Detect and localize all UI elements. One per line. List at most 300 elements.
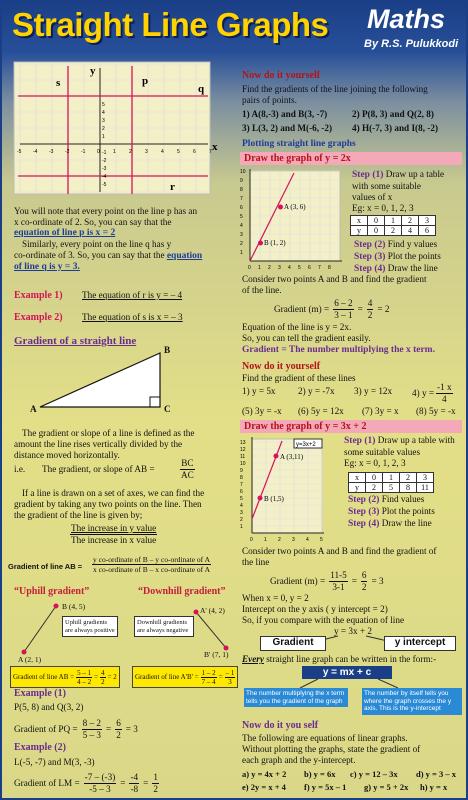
line-tag: y=3x+2 — [296, 442, 316, 448]
steps-1 — [352, 169, 444, 214]
eq-d: d) y = 3 – x — [416, 769, 457, 779]
gab-fraction — [92, 555, 211, 574]
result: = 2 — [377, 304, 390, 314]
gradient-label: Gradient (m) = — [274, 304, 330, 314]
tri-a: A — [30, 404, 37, 414]
label-p: p — [142, 75, 149, 87]
line-8: (8) 5y = -x — [416, 406, 456, 416]
arrow-c — [378, 679, 398, 688]
intercept-text — [242, 593, 404, 626]
frac-3 — [152, 772, 159, 795]
para-line: If a line is drawn on a set of axes, we can find the — [22, 488, 205, 498]
now-do-1: Now do it yourself — [242, 70, 321, 81]
y-tick-label: 10 — [240, 461, 246, 467]
now-do-2-text: Find the gradient of these lines — [242, 373, 356, 383]
every-text: straight line graph can be written in the form:- — [266, 654, 437, 664]
frac-num: 6 — [361, 570, 367, 580]
consider-1 — [242, 274, 427, 296]
y-tick-label: 6 — [240, 205, 243, 211]
step-label: Step (2) — [354, 240, 386, 250]
frac-den: x co-ordinate of B – x co-ordinate of A — [93, 565, 211, 574]
y-tick-label: 3 — [240, 510, 243, 516]
y-tick-label: 2 — [240, 241, 243, 247]
table-cell: 2 — [400, 473, 417, 483]
frac-num: -1 x — [437, 382, 452, 392]
x-tick-label: 7 — [209, 149, 212, 155]
gradient-up-box — [10, 666, 120, 688]
table-cell: 8 — [400, 483, 417, 493]
y-tick-label: 10 — [240, 169, 246, 175]
frac-1 — [76, 669, 92, 686]
point-b — [258, 241, 263, 246]
y-tick-label: -3 — [102, 166, 107, 172]
step-label: Step (4) — [354, 264, 386, 274]
frac-den: 5 – 3 — [82, 730, 101, 740]
uphill-note: Uphill gradients are always positive — [62, 616, 118, 637]
downhill-heading: “Downhill gradient” — [138, 586, 226, 597]
step-text: Draw the line — [381, 518, 432, 528]
equals: = — [218, 673, 223, 681]
x-tick-label: 4 — [306, 537, 309, 543]
table-cell: y — [349, 483, 366, 493]
table-cell: 2 — [402, 216, 419, 226]
steps-2b — [348, 494, 435, 530]
example-b-points: L(-5, -7) and M(3, -3) — [14, 757, 95, 767]
frac-den: -8 — [130, 784, 139, 794]
x-tick-label: -4 — [33, 149, 38, 155]
para-line: The gradient or slope of a line is defined as the — [22, 428, 195, 438]
values-table-2 — [348, 472, 434, 493]
y-tick-label: 1 — [102, 134, 105, 140]
coordinate-grid — [12, 60, 232, 200]
step-text: Find values — [381, 494, 425, 504]
label-y: y — [90, 65, 96, 77]
frac-den: 3 — [228, 677, 232, 686]
y-tick-label: 2 — [240, 517, 243, 523]
point-a — [278, 205, 283, 210]
eq-g: g) y = 5 + 2x — [364, 782, 409, 792]
para-line: of the line. — [242, 285, 282, 295]
y-tick-label: 9 — [240, 468, 243, 474]
frac-1 — [333, 298, 353, 321]
frac-num: y co-ordinate of B – y co-ordinate of A — [93, 555, 211, 564]
draw2-heading: Draw the graph of y = 3x + 2 — [244, 421, 367, 432]
gradient-calc-1 — [274, 298, 389, 321]
point-b — [54, 604, 59, 609]
x-tick-label: 5 — [320, 537, 323, 543]
table-row-x — [349, 473, 434, 483]
c-explanation: The number by itself tells you where the graph crosses the y axis. This is the y-intercept — [362, 688, 462, 715]
line-3: 3) y = 12x — [354, 386, 393, 396]
tri-c: C — [164, 404, 171, 414]
equals: = — [120, 778, 126, 788]
frac-den: 4 — [442, 394, 447, 404]
gradient-calc-2 — [270, 570, 384, 593]
gradient-label: Gradient of LM = — [14, 778, 80, 788]
frac-den: 3-1 — [332, 582, 345, 592]
step-text: Plot the points — [387, 251, 441, 261]
x-tick-label: 1 — [264, 537, 267, 543]
y-tick-label: 4 — [240, 503, 243, 509]
example2-text: The equation of s is x = – 3 — [82, 312, 183, 322]
up-b-label: B (4, 5) — [62, 602, 86, 611]
label-b: B (1, 2) — [264, 239, 286, 247]
step-label: Step (2) — [348, 495, 380, 505]
frac-2 — [225, 669, 236, 686]
frac-num: -4 — [130, 772, 139, 782]
x-tick-label: 7 — [318, 265, 321, 271]
para-line: You will note that every point on the line p has an — [14, 206, 198, 216]
frac-1 — [84, 772, 117, 795]
table-cell: 1 — [383, 473, 400, 483]
para-line: pairs of points. — [242, 95, 297, 105]
result: = 3 — [371, 576, 384, 586]
equation-display: y = 3x + 2 — [334, 626, 372, 636]
x-tick-label: 6 — [308, 265, 311, 271]
uphill-line — [24, 606, 56, 652]
table-cell: 0 — [366, 473, 383, 483]
label-s: s — [56, 77, 61, 89]
para-line: the gradient of the line is given by; — [14, 510, 143, 520]
pill-y-intercept: y intercept — [384, 636, 456, 651]
slope-ab-text: The gradient, or slope of AB = — [42, 464, 155, 474]
para-line: The following are equations of linear graphs. — [242, 733, 408, 743]
line-5: (5) 3y = -x — [242, 406, 282, 416]
now-do-3-text — [242, 733, 420, 766]
gab-label: Gradient of line AB = — [8, 562, 83, 571]
graph-y-2x — [238, 167, 348, 275]
step-text: with some suitable — [352, 181, 421, 191]
x-tick-label: 4 — [161, 149, 164, 155]
eq-e: e) 2y = x + 4 — [242, 782, 286, 792]
step-label: Step (3) — [354, 252, 386, 262]
line-1: 1) y = 5x — [242, 386, 276, 396]
para-line: the line — [242, 557, 270, 567]
subject-title: Maths — [367, 4, 446, 34]
x-tick-label: 1 — [113, 149, 116, 155]
downhill-line — [196, 612, 226, 648]
box-label: Gradient of line A'B' = — [135, 673, 199, 681]
frac-den: 2 — [367, 310, 373, 320]
x-tick-labels — [250, 537, 323, 543]
para-line: Equation of the line is y = 2x. — [242, 322, 352, 332]
result: = 3 — [125, 724, 138, 734]
x-tick-label: 3 — [145, 149, 148, 155]
frac-den: 3 – 1 — [334, 310, 353, 320]
para-line: distance moved horizontally. — [14, 450, 120, 460]
bc-ac-fraction — [180, 458, 195, 481]
equals: = — [106, 724, 112, 734]
result: = 2 — [107, 673, 117, 681]
example-a-heading: Example (1) — [14, 688, 66, 699]
frac-num: 4 — [101, 668, 105, 677]
table-cell: 1 — [385, 216, 402, 226]
x-tick-label: 3 — [278, 265, 281, 271]
y-tick-label: 8 — [240, 475, 243, 481]
table-row-y — [349, 483, 434, 493]
para-line: x co-ordinate of 2. So, you can say that the — [14, 217, 172, 227]
equation-p: equation of line p is x = 2 — [14, 228, 116, 238]
step-text: Plot the points — [381, 506, 435, 516]
frac-den: AC — [181, 470, 194, 480]
x-tick-label: 0 — [248, 265, 251, 271]
y-tick-label: -2 — [102, 158, 107, 164]
text-p-line — [14, 206, 202, 273]
para-line: So, if you compare with the equation of line — [242, 615, 405, 625]
step-text: values of x — [352, 192, 393, 202]
x-tick-label: 0 — [97, 149, 100, 155]
uphill-heading: “Uphill gradient” — [14, 586, 90, 597]
y-tick-label: 9 — [240, 178, 243, 184]
example2-label: Example 2) — [14, 312, 63, 323]
para-line: Similarly, every point on the line q has y — [22, 239, 172, 249]
para-line: Consider two points A and B and find the gradient of — [242, 546, 437, 556]
x-tick-label: 0 — [250, 537, 253, 543]
table-cell: 0 — [368, 226, 385, 236]
line-4-label: 4) y = — [412, 388, 435, 398]
eq-f: f) y = 5x – 1 — [304, 782, 347, 792]
y-tick-label: 12 — [240, 447, 246, 453]
frac-num: – 1 — [225, 668, 235, 677]
frac-num: 1 — [153, 772, 158, 782]
y-tick-label: 2 — [102, 126, 105, 132]
y-tick-label: -4 — [102, 174, 107, 180]
frac-2 — [129, 772, 139, 795]
x-tick-label: 2 — [278, 537, 281, 543]
x-tick-label: 2 — [268, 265, 271, 271]
x-tick-labels — [248, 265, 331, 271]
step-label: Step (1) — [352, 170, 384, 180]
line-2: 2) y = -7x — [298, 386, 335, 396]
y-tick-label: 3 — [240, 232, 243, 238]
x-tick-label: 6 — [193, 149, 196, 155]
y-tick-label: 5 — [240, 214, 243, 220]
x-tick-label: 4 — [288, 265, 291, 271]
y-tick-labels — [240, 440, 246, 530]
table-cell: 5 — [383, 483, 400, 493]
label-r: r — [170, 181, 175, 193]
y-tick-label: 5 — [102, 102, 105, 108]
frac-den: The increase in x value — [71, 535, 157, 545]
y-tick-label: -5 — [102, 182, 107, 188]
poster-title: Straight Line Graphs — [12, 6, 329, 43]
point-a — [274, 454, 279, 459]
para-line: Intercept on the y axis ( y intercept = 2) — [242, 604, 388, 614]
para-line: When x = 0, y = 2 — [242, 593, 309, 603]
point-b — [258, 496, 263, 501]
step-label: Step (1) — [344, 436, 376, 446]
example-b-heading: Example (2) — [14, 742, 66, 753]
step-text: Eg: x = 0, 1, 2, 3 — [352, 203, 414, 213]
table-cell: 3 — [419, 216, 436, 226]
equals: = — [94, 673, 99, 681]
frac-den: 7 – 4 — [201, 677, 216, 686]
frac-den: 4 – 2 — [77, 677, 92, 686]
gradient-down-box — [132, 666, 238, 688]
equation-text — [242, 322, 371, 344]
frac-num: 6 – 2 — [334, 298, 353, 308]
y-tick-label: 3 — [102, 118, 105, 124]
table-cell: 4 — [402, 226, 419, 236]
values-table-1 — [350, 215, 436, 236]
eq-b: b) y = 6x — [304, 769, 336, 779]
label-x: x — [212, 141, 218, 153]
line-4 — [412, 382, 453, 405]
eq-a: a) y = 4x + 2 — [242, 769, 287, 779]
frac-2 — [361, 570, 368, 593]
y-tick-labels — [240, 169, 246, 256]
frac-num: 1 – 2 — [201, 668, 216, 677]
eq-h: h) y = x — [420, 782, 448, 792]
q2: 2) P(8, 3) and Q(2, 8) — [352, 109, 434, 119]
y-tick-label: 1 — [240, 250, 243, 256]
point-a — [22, 650, 27, 655]
equals: = — [357, 304, 363, 314]
every-word: Every — [242, 654, 264, 664]
table-cell: 3 — [417, 473, 434, 483]
equals: = — [143, 778, 149, 788]
graph-y-3x-2 — [238, 435, 338, 547]
para-line: amount the line rises vertically divided by the — [14, 439, 183, 449]
x-tick-label: -2 — [65, 149, 70, 155]
now-do-1-text — [242, 84, 428, 106]
plotting-heading: Plotting straight line graphs — [242, 139, 356, 149]
y-tick-label: 11 — [240, 454, 246, 460]
table-cell: 2 — [385, 226, 402, 236]
frac-den: 2 — [101, 677, 105, 686]
every-line — [242, 654, 436, 665]
y-tick-label: 7 — [240, 482, 243, 488]
steps-1b — [354, 239, 441, 275]
frac-den: -5 – 3 — [89, 784, 111, 794]
now-do-2: Now do it yourself — [242, 361, 321, 372]
y-tick-label: 4 — [102, 110, 105, 116]
y-tick-label: 7 — [240, 196, 243, 202]
example-b-gradient — [14, 772, 159, 795]
step-text: Draw up a table with — [377, 435, 455, 445]
up-a-label: A (2, 1) — [18, 655, 42, 664]
y-tick-label: 13 — [240, 440, 246, 446]
step-text: Draw the line — [387, 263, 438, 273]
ymxc-formula: y = mx + c — [302, 666, 392, 679]
frac-num: 4 — [367, 298, 373, 308]
step-text: some suitable values — [344, 447, 421, 457]
frac-den: 2 — [361, 582, 367, 592]
draw1-heading: Draw the graph of y = 2x — [244, 153, 351, 164]
gradient-heading: Gradient of a straight line — [14, 335, 137, 347]
frac-1 — [436, 382, 453, 405]
tri-b: B — [164, 345, 171, 355]
dn-b-label: B' (7, 1) — [204, 650, 229, 659]
frac-2 — [100, 669, 106, 686]
frac-1 — [82, 718, 102, 741]
y-tick-label: 5 — [240, 496, 243, 502]
x-tick-label: 3 — [292, 537, 295, 543]
steps-2 — [344, 435, 455, 469]
point-a-prime — [194, 610, 199, 615]
label-b: B (1,5) — [264, 495, 284, 503]
step-text: Eg: x = 0, 1, 2, 3 — [344, 458, 406, 468]
para-line: co-ordinate of 3. So, you can say that the — [14, 250, 165, 260]
y-tick-label: 8 — [240, 187, 243, 193]
gradient-definition — [14, 428, 234, 461]
frac-num: -7 – (-3) — [84, 772, 116, 782]
gradient-label: Gradient of PQ = — [14, 724, 78, 734]
para-line: Without plotting the graphs, state the gradient of — [242, 744, 421, 754]
frac-num: 8 – 2 — [82, 718, 101, 728]
table-cell: x — [351, 216, 368, 226]
dn-a-label: A' (4, 2) — [200, 606, 225, 615]
example1-text: The equation of r is y = – 4 — [82, 290, 183, 300]
x-tick-label: 1 — [258, 265, 261, 271]
q3: 3) L(3, 2) and M(-6, -2) — [242, 123, 333, 133]
example1-label: Example 1) — [14, 290, 63, 301]
author: By R.S. Pulukkodi — [364, 38, 459, 50]
equals: = — [351, 576, 357, 586]
table-cell: y — [351, 226, 368, 236]
x-tick-label: 8 — [328, 265, 331, 271]
y-tick-label: 4 — [240, 223, 243, 229]
table-cell: 6 — [419, 226, 436, 236]
label-a: A (3,11) — [280, 453, 304, 461]
table-row-x — [351, 216, 436, 226]
x-tick-label: 5 — [177, 149, 180, 155]
increase-fraction — [70, 523, 157, 546]
frac-num: 5 – 1 — [77, 668, 92, 677]
y-tick-label: 6 — [240, 489, 243, 495]
x-tick-label: -3 — [49, 149, 54, 155]
para-line: Find the gradients of the line joining the following — [242, 84, 428, 94]
gradient-rule: Gradient = The number multiplying the x term. — [242, 345, 435, 355]
example-a-points: P(5, 8) and Q(3, 2) — [14, 702, 84, 712]
para-line: Consider two points A and B and find the gradient — [242, 274, 427, 284]
ie-label: i.e. — [14, 464, 26, 474]
frac-den: 2 — [153, 784, 158, 794]
frac-num: 6 — [116, 718, 121, 728]
table-cell: 11 — [417, 483, 434, 493]
box-label: Gradient of line AB = — [13, 673, 75, 681]
frac-num: BC — [181, 458, 194, 468]
q1: 1) A(8,-3) and B(3, -7) — [242, 109, 328, 119]
para-line: So, you can tell the gradient easily. — [242, 333, 371, 343]
right-triangle — [32, 347, 182, 417]
frac-num: The increase in y value — [71, 523, 157, 533]
two-points-text — [14, 488, 236, 521]
arrow-m — [300, 679, 318, 688]
equation-word: equation — [166, 251, 203, 261]
x-tick-label: -1 — [81, 149, 86, 155]
frac-2 — [115, 718, 122, 741]
q4: 4) H(-7, 3) and I(8, -2) — [352, 123, 438, 133]
frac-1 — [201, 669, 217, 686]
gradient-label: Gradient (m) = — [270, 576, 326, 586]
consider-2 — [242, 546, 436, 568]
frac-1 — [329, 570, 348, 593]
x-tick-label: 5 — [298, 265, 301, 271]
para-line: gradient by taking any two points on the line. Then — [14, 499, 202, 509]
equation-q: of line q is y = 3. — [14, 262, 80, 272]
m-explanation: The number multiplying the x term tells you the gradient of the graph — [244, 688, 348, 707]
line-7: (7) 3y = x — [362, 406, 399, 416]
table-cell: 0 — [368, 216, 385, 226]
frac-num: 11-5 — [330, 570, 347, 580]
label-q: q — [198, 83, 205, 95]
line-6: (6) 5y = 12x — [298, 406, 344, 416]
frac-2 — [367, 298, 374, 321]
now-do-3: Now do it you self — [242, 720, 319, 731]
step-label: Step (3) — [348, 507, 380, 517]
frac-den: 2 — [116, 730, 121, 740]
